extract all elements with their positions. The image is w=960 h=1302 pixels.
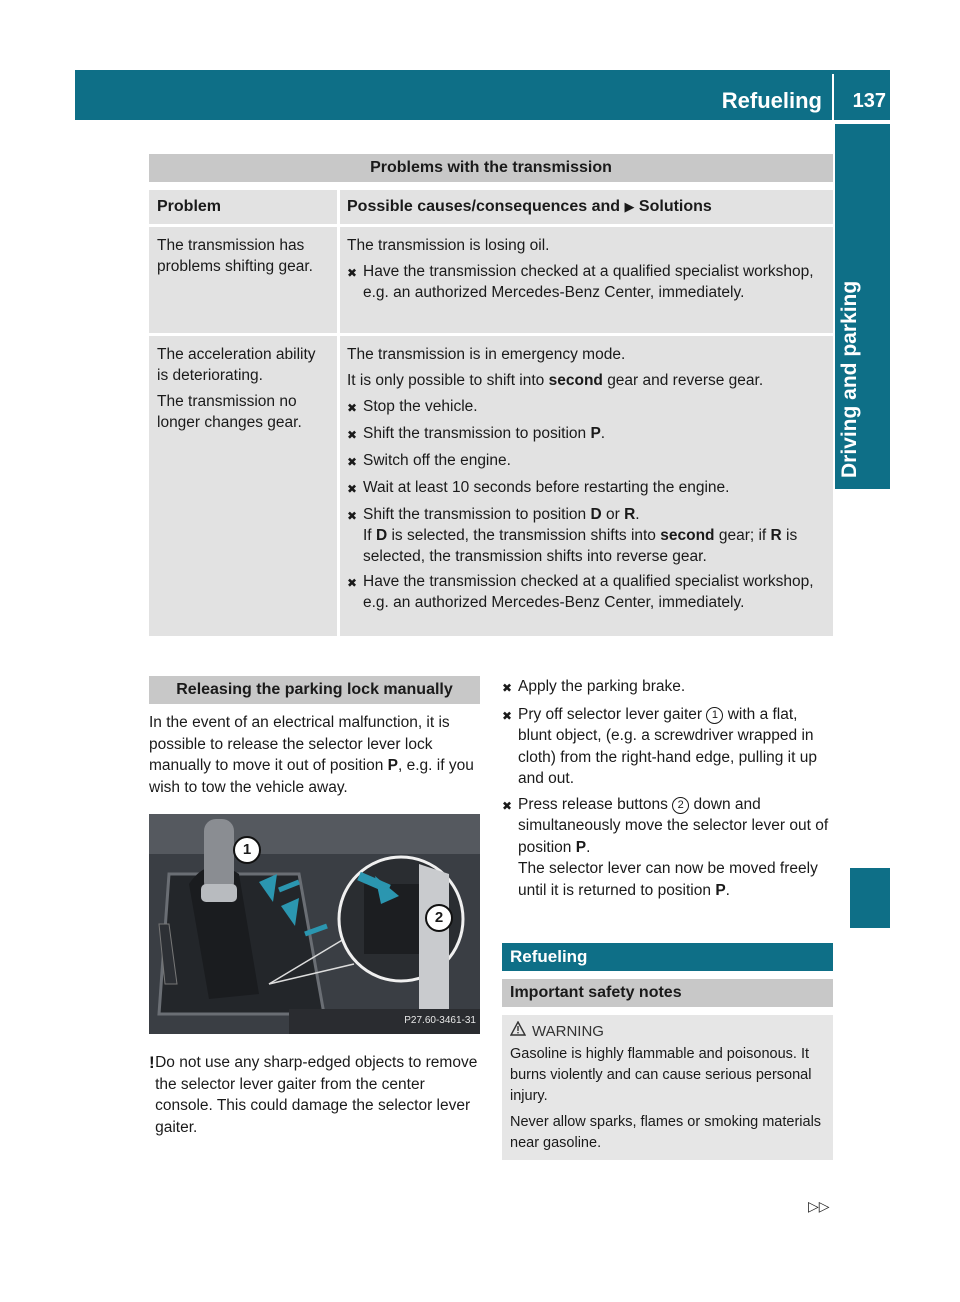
step-arrow-icon: ✖	[347, 576, 358, 590]
step-arrow-icon: ✖	[347, 455, 358, 469]
transmission-problems-table	[149, 154, 833, 636]
right-column	[502, 676, 833, 1160]
step-arrow-icon: ✖	[347, 266, 358, 280]
step-item: ✖ Shift the transmission to position P.	[347, 423, 825, 446]
exclamation-icon: !	[149, 1053, 155, 1072]
step-item: ✖ Stop the vehicle.	[347, 396, 825, 419]
step-item: ✖ Pry off selector lever gaiter 1 with a flat, blunt object, (e.g. a screwdriver wrapped in cloth) from the right-hand edge, pulling it up and out.	[502, 704, 833, 790]
step-item: ✖ Wait at least 10 seconds before restarting the engine.	[347, 477, 825, 500]
step-item: ✖ Have the transmission checked at a qualified specialist workshop, e.g. an authorized Mercedes-Benz Center, immediately.	[347, 263, 814, 301]
callout-marker-2: 2	[425, 904, 453, 932]
solution-cell: The transmission is in emergency mode. It is only possible to shift into second gear and reverse gear. ✖ Stop the vehicle. ✖ Shift the transmission to position P. ✖ Switch off the engine. ✖ Wait at least 10 seconds before restarting the engine. ✖ Shift the transmission to position D or R. If D is selected, the transmission shifts into second gear; if R is selected, the transmission shifts into reverse gear. ✖ Have the transmission checked at a qualified specialist workshop, e.g. an authorized Mercedes-Benz Center, immediately.	[337, 336, 833, 636]
step-arrow-icon: ✖	[347, 482, 358, 496]
table-title: Problems with the transmission	[149, 154, 833, 182]
step-arrow-icon: ✖	[502, 798, 513, 813]
section-title: Releasing the parking lock manually	[149, 676, 480, 704]
safety-notes-heading: Important safety notes	[502, 979, 833, 1007]
callout-marker-1: 1	[233, 836, 261, 864]
step-arrow-icon: ✖	[347, 401, 358, 415]
callout-ref-2: 2	[672, 797, 689, 814]
problem-cell: The transmission has problems shifting gear.	[157, 237, 313, 275]
callout-ref-1: 1	[706, 707, 723, 724]
parking-lock-section	[149, 676, 480, 1138]
page-number: 137	[852, 90, 886, 112]
header-section-title: Refueling	[721, 88, 822, 113]
step-item: ✖ Press release buttons 2 down and simultaneously move the selector lever out of position P. The selector lever can now be moved freely until it is returned to position P.	[502, 794, 833, 902]
side-chapter-label: Driving and parking	[838, 280, 861, 478]
arrow-right-icon: ▶	[624, 199, 635, 214]
problem-cell: The acceleration ability is deteriorating. The transmission no longer changes gear.	[157, 346, 316, 431]
side-thumb-block	[850, 868, 890, 928]
caution-note: ! Do not use any sharp-edged objects to remove the selector lever gaiter from the center console. This could damage the selector lever gaiter.	[149, 1052, 480, 1138]
table-header-row	[149, 190, 833, 224]
selector-lever-photo	[149, 814, 480, 1034]
step-item: ✖ Shift the transmission to position D or R. If D is selected, the transmission shifts into second gear; if R is selected, the transmission shifts into reverse gear.	[347, 506, 798, 565]
warning-header: WARNING	[510, 1021, 825, 1042]
step-item: ✖ Apply the parking brake.	[502, 676, 833, 700]
step-arrow-icon: ✖	[502, 708, 513, 723]
warning-box: WARNING Gasoline is highly flammable and poisonous. It burns violently and can cause serious personal injury. Never allow sparks, flames or smoking materials near gasoline.	[502, 1015, 833, 1160]
figure-code: P27.60-3461-31	[404, 1014, 476, 1026]
table-row	[149, 227, 833, 333]
cause-text: The transmission is losing oil.	[347, 237, 550, 254]
solution-cell	[337, 227, 833, 333]
table-row	[149, 336, 833, 636]
step-item: ✖ Have the transmission checked at a qualified specialist workshop, e.g. an authorized Mercedes-Benz Center, immediately.	[347, 573, 814, 611]
continued-arrow-icon: ▷▷	[808, 1198, 830, 1214]
warning-triangle-icon	[510, 1021, 532, 1042]
step-item: ✖ Switch off the engine.	[347, 450, 825, 473]
page-header	[75, 70, 890, 120]
header-causes: Possible causes/consequences and ▶ Solutions	[337, 190, 833, 224]
intro-text: In the event of an electrical malfunction, it is possible to release the selector lever lock manually to move it out of position P, e.g. if you wish to tow the vehicle away.	[149, 714, 474, 796]
step-arrow-icon: ✖	[502, 681, 513, 695]
header-problem: Problem	[157, 198, 222, 215]
refueling-heading: Refueling	[502, 943, 833, 971]
step-arrow-icon: ✖	[347, 428, 358, 442]
step-arrow-icon: ✖	[347, 509, 358, 523]
header-divider	[832, 74, 834, 120]
